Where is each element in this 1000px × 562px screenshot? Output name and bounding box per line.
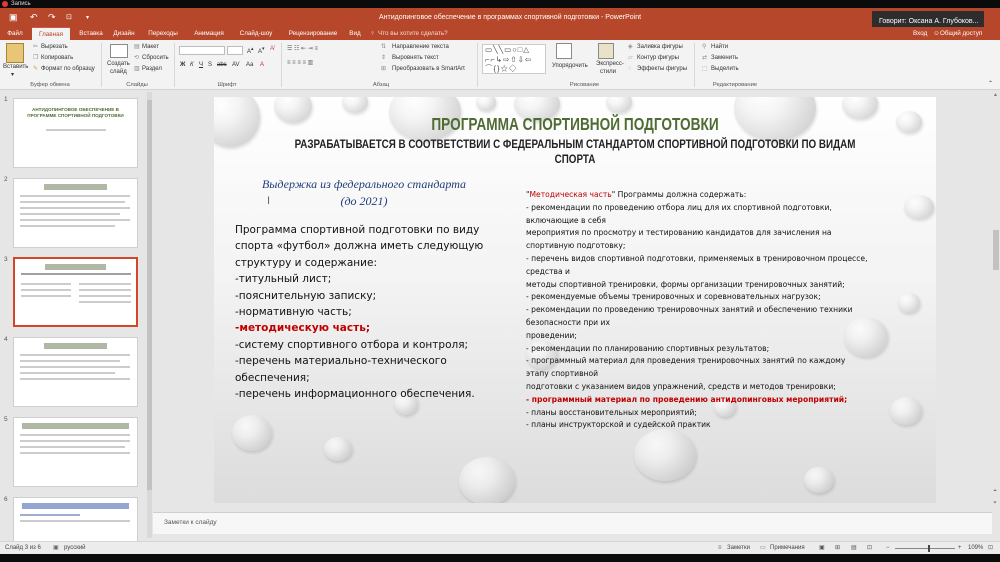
new-slide-icon[interactable] bbox=[110, 44, 128, 58]
lightbulb-icon: ♀ bbox=[370, 30, 375, 37]
thumbnail-line bbox=[20, 452, 130, 454]
thumbnail-line bbox=[79, 301, 131, 303]
share-button[interactable]: Общий доступ bbox=[940, 30, 983, 37]
prev-slide-icon[interactable]: ⏶ bbox=[993, 488, 998, 494]
thumbnail-line bbox=[20, 360, 120, 362]
methodical-part-item: проведении; bbox=[526, 330, 577, 340]
clear-format-icon[interactable]: A̸ bbox=[270, 46, 275, 52]
thumbnail-number: 1 bbox=[4, 96, 8, 103]
structure-list-item: -пояснительную записку; bbox=[235, 289, 377, 302]
methodical-part-item: - рекомендуемые объемы тренировочных и соревновательных нагрузок; bbox=[526, 292, 821, 302]
layout-icon: ▤ bbox=[134, 44, 140, 50]
document-title: Антидопинговое обеспечение в программах спортивной подготовки - PowerPoint bbox=[378, 14, 642, 21]
notes-placeholder[interactable]: Заметки к слайду bbox=[164, 519, 217, 526]
slide-thumbnail-6[interactable] bbox=[13, 497, 138, 541]
thumbnail-title-bar bbox=[44, 184, 107, 190]
paragraph-group-label: Абзац bbox=[372, 82, 390, 88]
thumbnail-line bbox=[20, 219, 130, 221]
structure-list-item: -перечень информационного обеспечения. bbox=[235, 388, 475, 401]
sign-in-link[interactable]: Вход bbox=[913, 30, 928, 37]
methodical-part-item: средства и bbox=[526, 266, 570, 276]
recording-label: Запись bbox=[11, 1, 31, 7]
methodical-part-item: - рекомендации по проведению отбора лиц для их спортивной подготовки, bbox=[526, 202, 832, 212]
tab-transitions[interactable]: Переходы bbox=[148, 30, 178, 37]
structure-list-item: обеспечения; bbox=[235, 371, 310, 384]
reset-icon: ⟲ bbox=[134, 55, 140, 61]
cut-icon: ✂ bbox=[33, 44, 39, 50]
font-color-icon[interactable]: A bbox=[260, 62, 265, 68]
tab-file[interactable]: Файл bbox=[7, 30, 23, 37]
start-slideshow-icon[interactable]: ⊡ bbox=[66, 14, 72, 21]
thumbnail-line bbox=[20, 195, 130, 197]
methodical-part-item: - планы инструкторской и судейской практик bbox=[526, 420, 711, 430]
water-drop bbox=[459, 457, 515, 503]
thumbnail-line bbox=[20, 440, 130, 442]
font-group-label: Шрифт bbox=[217, 82, 237, 88]
methodical-part-item: - программный материал по проведению антидопинговых мероприятий; bbox=[526, 394, 848, 404]
structure-list-item: -методическую часть; bbox=[235, 322, 371, 335]
grow-font-icon[interactable]: A▴ bbox=[247, 46, 254, 55]
ribbon bbox=[0, 40, 1000, 90]
slide-title: ПРОГРАММА СПОРТИВНОЙ ПОДГОТОВКИ bbox=[431, 114, 719, 134]
tell-me-input[interactable]: Что вы хотите сделать? bbox=[378, 30, 448, 37]
slide-thumbnail-2[interactable] bbox=[13, 178, 138, 248]
thumbnail-number: 4 bbox=[4, 336, 8, 343]
methodical-part-item: - планы восстановительных мероприятий; bbox=[526, 407, 697, 417]
arrange-button[interactable]: Упорядочить bbox=[552, 63, 588, 69]
water-drop bbox=[232, 415, 272, 451]
methodical-part-label: Методическая часть bbox=[529, 190, 612, 199]
select-icon: ⬚ bbox=[702, 66, 708, 72]
spellcheck-icon[interactable]: ▣ bbox=[53, 545, 59, 551]
speaker-indicator: Говорит: Оксана А. Глубоков... bbox=[872, 11, 984, 32]
slide-thumbnail-5[interactable] bbox=[13, 417, 138, 487]
slide-thumbnail-1[interactable] bbox=[13, 98, 138, 168]
water-drop bbox=[904, 195, 934, 219]
replace-icon: ⇄ bbox=[702, 55, 708, 61]
format-painter-icon: ✎ bbox=[33, 66, 39, 72]
slides-group-label: Слайды bbox=[126, 82, 148, 88]
shadow-icon[interactable]: S bbox=[208, 62, 213, 68]
thumbnail-number: 6 bbox=[4, 496, 8, 503]
thumbnail-line bbox=[21, 283, 71, 285]
drawing-group-label: Рисование bbox=[569, 82, 600, 88]
thumbnail-title: АНТИДОПИНГОВОЕ ОБЕСПЕЧЕНИЕ В ПРОГРАММЕ СПОРТИВНОЙ ПОДГОТОВКИ bbox=[27, 107, 124, 118]
methodical-part-intro bbox=[526, 189, 896, 202]
methodical-part-item: - программный материал для проведения тренировочных занятий по каждому bbox=[526, 356, 846, 366]
reading-view-icon[interactable]: ▤ bbox=[851, 545, 857, 551]
methodical-part-list bbox=[526, 189, 896, 432]
new-slide-button[interactable]: Создать bbox=[107, 61, 130, 67]
thumbnail-line bbox=[20, 446, 125, 448]
reset-button[interactable]: Сбросить bbox=[142, 55, 169, 61]
structure-list-item: спорта «футбол» должна иметь следующую bbox=[235, 240, 484, 253]
standard-quote-heading: Выдержка из федерального стандарта bbox=[261, 177, 467, 191]
underline-icon[interactable]: Ч bbox=[199, 62, 203, 68]
methodical-part-item: - рекомендации по планированию спортивных результатов; bbox=[526, 343, 770, 353]
shape-effects-icon: ◌ bbox=[628, 66, 632, 72]
thumbnail-line bbox=[20, 378, 130, 380]
new-slide-button-line2[interactable]: слайд bbox=[110, 69, 127, 75]
structure-list bbox=[235, 222, 500, 402]
methodical-part-item: этапу спортивной bbox=[526, 369, 599, 379]
select-button[interactable]: Выделить bbox=[711, 66, 739, 72]
slide-thumbnail-3-selected[interactable] bbox=[13, 257, 138, 327]
slide-subtitle: РАЗРАБАТЫВАЕТСЯ В СООТВЕТСТВИИ С ФЕДЕРАЛЬНЫМ СТАНДАРТОМ СПОРТИВНОЙ ПОДГОТОВКИ ПО ВИДАМ СПОРТА bbox=[294, 137, 856, 166]
water-drop bbox=[476, 97, 496, 111]
change-case-icon[interactable]: Aa bbox=[246, 62, 254, 68]
text-cursor-icon: I bbox=[267, 195, 271, 207]
thumbnail-line bbox=[20, 225, 115, 227]
structure-list-item: -титульный лист; bbox=[235, 273, 332, 286]
comments-toggle-button[interactable]: Примечания bbox=[770, 545, 805, 551]
thumbnail-line bbox=[20, 366, 130, 368]
copy-button[interactable]: Копировать bbox=[41, 55, 74, 61]
thumbnail-line bbox=[21, 273, 131, 275]
structure-list-item: -перечень материально-технического bbox=[235, 355, 447, 368]
methodical-part-rest: " Программы должна содержать: bbox=[611, 190, 747, 199]
shape-effects-button[interactable]: Эффекты фигуры bbox=[637, 66, 688, 72]
thumbnail-line bbox=[20, 372, 115, 374]
copy-icon: ❐ bbox=[33, 55, 39, 61]
zoom-in-icon[interactable]: + bbox=[958, 545, 962, 551]
slide-sorter-icon[interactable]: ⊞ bbox=[835, 545, 841, 551]
thumbnail-line bbox=[20, 201, 125, 203]
italic-icon[interactable]: К bbox=[190, 62, 194, 68]
customize-toolbar-icon[interactable]: ▾ bbox=[86, 15, 90, 21]
thumbnail-number: 5 bbox=[4, 416, 8, 423]
thumbnail-title-bar bbox=[45, 264, 106, 270]
methodical-part-item: безопасности при их bbox=[526, 317, 610, 327]
standard-quote-date: (до 2021) bbox=[340, 194, 388, 208]
font-name-combobox[interactable] bbox=[179, 46, 225, 55]
comments-icon: ▭ bbox=[760, 545, 766, 551]
thumbnail-line bbox=[79, 283, 131, 285]
thumbnail-title-bar bbox=[22, 503, 129, 509]
methodical-part-item: - перечень видов спортивной подготовки, применяемых в тренировочном процессе, bbox=[526, 253, 868, 263]
tab-home[interactable]: Главная bbox=[32, 27, 70, 40]
structure-list-item: Программа спортивной подготовки по виду bbox=[235, 224, 480, 236]
replace-button[interactable]: Заменить bbox=[711, 55, 738, 61]
methodical-part-item: - рекомендации по проведению тренировочных занятий и обеспечению техники bbox=[526, 305, 853, 315]
thumbnail-line bbox=[20, 520, 130, 522]
layout-button[interactable]: Макет bbox=[142, 44, 159, 50]
quick-styles-button[interactable]: Экспресс- bbox=[596, 61, 624, 67]
paste-icon[interactable] bbox=[6, 43, 24, 63]
fit-to-window-icon[interactable]: ⊡ bbox=[988, 545, 994, 551]
methodical-part-item: включающие в себя bbox=[526, 215, 607, 225]
ribbon-tabs bbox=[0, 27, 1000, 40]
arrange-icon[interactable] bbox=[556, 43, 572, 59]
title-bar bbox=[0, 8, 1000, 27]
smartart-button[interactable]: Преобразовать в SmartArt bbox=[392, 66, 465, 72]
slide-thumbnail-4[interactable] bbox=[13, 337, 138, 407]
save-icon[interactable]: ▣ bbox=[9, 12, 18, 22]
align-icons[interactable]: ≡ ≡ ≡ ≡ ▥ bbox=[287, 60, 314, 66]
align-text-icon: ⇕ bbox=[381, 55, 387, 61]
thumbnail-number: 3 bbox=[4, 256, 8, 263]
tab-review[interactable]: Рецензирование bbox=[288, 30, 338, 37]
thumbnail-title-bar bbox=[44, 343, 107, 349]
thumbnail-line bbox=[20, 354, 130, 356]
slide-scrollbar-thumb[interactable] bbox=[993, 230, 999, 270]
font-size-combobox[interactable] bbox=[227, 46, 243, 55]
water-drop bbox=[804, 467, 834, 493]
thumbnail-line bbox=[20, 207, 130, 209]
bold-icon[interactable]: Ж bbox=[180, 62, 186, 68]
status-bar bbox=[0, 541, 1000, 554]
text-direction-icon: ⇅ bbox=[381, 44, 387, 50]
shape-outline-icon: ▱ bbox=[628, 55, 633, 61]
water-drop bbox=[898, 293, 920, 313]
recording-strip bbox=[0, 0, 1000, 8]
paste-dropdown-icon[interactable]: ▾ bbox=[11, 72, 15, 78]
structure-list-item: -нормативную часть; bbox=[235, 306, 352, 319]
water-drop bbox=[214, 97, 260, 147]
water-drop bbox=[896, 111, 922, 133]
thumbnail-line bbox=[79, 289, 131, 291]
shrink-font-icon[interactable]: A▾ bbox=[258, 46, 265, 55]
shape-fill-icon: ◈ bbox=[628, 44, 633, 50]
quick-styles-button-line2[interactable]: стили bbox=[600, 69, 616, 75]
thumbnail-line bbox=[20, 434, 130, 436]
thumbnail-line bbox=[21, 295, 71, 297]
collapse-ribbon-icon[interactable]: ⌃ bbox=[988, 81, 994, 87]
section-button[interactable]: Раздел bbox=[142, 66, 162, 72]
thumbnail-number: 2 bbox=[4, 176, 8, 183]
structure-list-item: структуру и содержание: bbox=[235, 256, 377, 269]
thumbnail-line bbox=[46, 129, 106, 131]
thumbnail-scrollbar-thumb[interactable] bbox=[147, 100, 152, 490]
record-icon[interactable] bbox=[2, 1, 8, 7]
scroll-up-icon[interactable]: ▲ bbox=[993, 92, 998, 98]
shapes-gallery[interactable]: ▭╲╲▭○□△ ⌐⌐↳⇨⇧⇩⇦ ⌒{}☆◇ bbox=[482, 44, 546, 74]
next-slide-icon[interactable]: ⏷ bbox=[993, 500, 998, 506]
shape-outline-button[interactable]: Контур фигуры bbox=[637, 55, 679, 61]
section-icon: ▥ bbox=[134, 66, 140, 72]
quick-styles-icon[interactable] bbox=[598, 43, 614, 59]
tab-animations[interactable]: Анимация bbox=[194, 30, 224, 37]
normal-view-icon[interactable]: ▣ bbox=[819, 545, 825, 551]
spacing-icon[interactable]: AV bbox=[232, 62, 240, 68]
water-drop bbox=[606, 97, 632, 113]
structure-list-item: -систему спортивного отбора и контроля; bbox=[235, 338, 469, 351]
editing-group-label: Редактирование bbox=[712, 82, 758, 88]
tab-design[interactable]: Дизайн bbox=[113, 30, 135, 37]
cut-button[interactable]: Вырезать bbox=[41, 44, 68, 50]
align-text-button[interactable]: Выровнять текст bbox=[392, 55, 439, 61]
thumbnail-title-bar bbox=[22, 423, 129, 429]
thumbnail-line bbox=[20, 213, 120, 215]
person-icon: ☺ bbox=[933, 30, 940, 37]
quote-mark: " bbox=[526, 190, 530, 199]
tab-view[interactable]: Вид bbox=[349, 30, 361, 37]
tab-insert[interactable]: Вставка bbox=[79, 30, 103, 37]
format-painter-button[interactable]: Формат по образцу bbox=[41, 66, 95, 72]
shape-fill-button[interactable]: Заливка фигуры bbox=[637, 44, 683, 50]
language-indicator[interactable]: русский bbox=[64, 545, 86, 551]
text-direction-button[interactable]: Направление текста bbox=[392, 44, 449, 50]
slide-scrollbar[interactable] bbox=[992, 90, 1000, 541]
bottom-strip bbox=[0, 554, 1000, 562]
find-icon: ⚲ bbox=[702, 44, 707, 50]
slide-canvas[interactable] bbox=[214, 97, 936, 503]
zoom-slider-thumb[interactable] bbox=[928, 545, 930, 552]
strikethrough-icon[interactable]: abc bbox=[217, 62, 227, 68]
thumbnail-line bbox=[79, 295, 131, 297]
undo-icon[interactable]: ↶ bbox=[30, 12, 38, 22]
notes-icon: ≡ bbox=[718, 545, 722, 551]
redo-icon[interactable]: ↷ bbox=[48, 12, 56, 22]
methodical-part-item: спортивную подготовку; bbox=[526, 241, 626, 251]
methodical-part-item: подготовки с указанием видов упражнений, средств и методов тренировки; bbox=[526, 381, 836, 391]
clipboard-group-label: Буфер обмена bbox=[30, 82, 70, 88]
water-drop bbox=[342, 97, 368, 113]
water-drop bbox=[634, 429, 696, 481]
slideshow-view-icon[interactable]: ⊡ bbox=[867, 545, 873, 551]
thumbnail-line bbox=[21, 289, 71, 291]
paste-button[interactable]: Вставить bbox=[3, 64, 29, 70]
tab-slideshow[interactable]: Слайд-шоу bbox=[239, 30, 273, 37]
methodical-part-item: методы спортивной тренировки, формы организации тренировочных занятий; bbox=[526, 279, 845, 289]
water-drop bbox=[324, 437, 352, 461]
zoom-slider[interactable] bbox=[895, 548, 955, 549]
smartart-icon: ⊞ bbox=[381, 66, 387, 72]
notes-pane[interactable] bbox=[153, 512, 992, 534]
zoom-level[interactable]: 109% bbox=[968, 545, 984, 551]
slide-counter: Слайд 3 из 6 bbox=[5, 545, 41, 551]
bullets-icon[interactable]: ☰ ☷ ⇤ ⇥ ≡ bbox=[287, 46, 318, 52]
slide-thumbnail-pane bbox=[0, 90, 153, 541]
find-button[interactable]: Найти bbox=[711, 44, 729, 50]
zoom-out-icon[interactable]: − bbox=[886, 545, 890, 551]
methodical-part-item: мероприятия по просмотру и тестированию кандидатов для зачисления на bbox=[526, 228, 832, 238]
notes-toggle-button[interactable]: Заметки bbox=[727, 545, 750, 551]
thumbnail-line bbox=[20, 514, 80, 516]
